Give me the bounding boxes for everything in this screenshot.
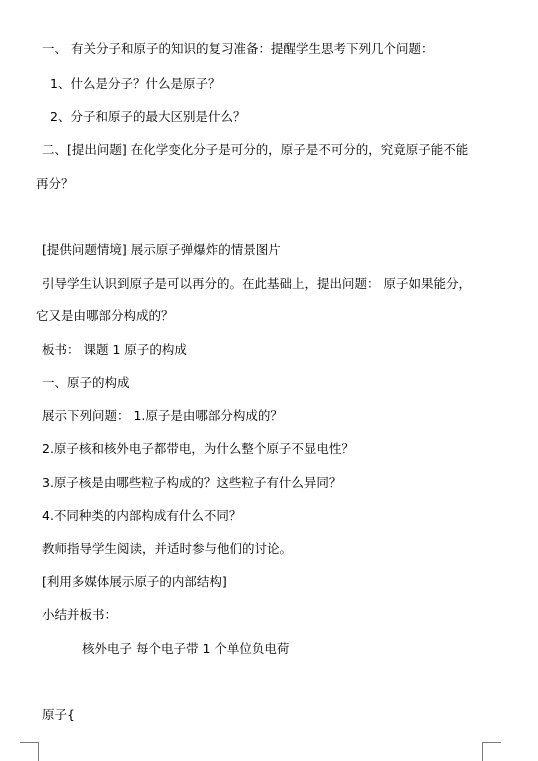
question-list-item-2: 2.原子核和核外电子都带电，为什么整个原子不显电性？ bbox=[42, 441, 354, 456]
question-item-1: 1、什么是分子？什么是原子？ bbox=[50, 76, 221, 91]
question-list-item-4: 4.不同种类的内部构成有什么不同？ bbox=[42, 508, 242, 523]
blackboard-title: 板书： 课题 1 原子的构成 bbox=[42, 342, 187, 357]
multimedia-line: [利用多媒体展示原子的内部结构] bbox=[42, 574, 227, 589]
guidance-continuation: 它又是由哪部分构成的？ bbox=[36, 308, 174, 323]
summary-heading: 小结并板书： bbox=[42, 607, 118, 622]
scenario-line: [提供问题情境] 展示原子弹爆炸的情景图片 bbox=[42, 242, 281, 257]
paragraph-continuation: 再分？ bbox=[36, 176, 74, 191]
question-list-item-3: 3.原子核是由哪些粒子构成的？这些粒子有什么异同？ bbox=[42, 475, 342, 490]
page-corner-marker-left bbox=[20, 742, 39, 761]
guidance-line: 引导学生认识到原子是可以再分的。在此基础上，提出问题： 原子如果能分， bbox=[42, 276, 471, 291]
atom-brace-line: 原子{ bbox=[42, 707, 75, 722]
page-corner-marker-right bbox=[482, 742, 501, 761]
question-list-intro: 展示下列问题： 1.原子是由哪部分构成的？ bbox=[42, 408, 283, 423]
question-item-2: 2、分子和原子的最大区别是什么？ bbox=[50, 109, 246, 124]
section-heading-problem: 二、[提出问题] 在化学变化分子是可分的，原子是不可分的，究竟原子能不能 bbox=[42, 142, 469, 157]
subsection-heading: 一、原子的构成 bbox=[42, 375, 130, 390]
teacher-guidance-line: 教师指导学生阅读，并适时参与他们的讨论。 bbox=[42, 541, 293, 556]
section-heading-review: 一、 有关分子和原子的知识的复习准备：提醒学生思考下列几个问题： bbox=[42, 41, 434, 56]
electron-note: 核外电子 每个电子带 1 个单位负电荷 bbox=[82, 641, 290, 656]
